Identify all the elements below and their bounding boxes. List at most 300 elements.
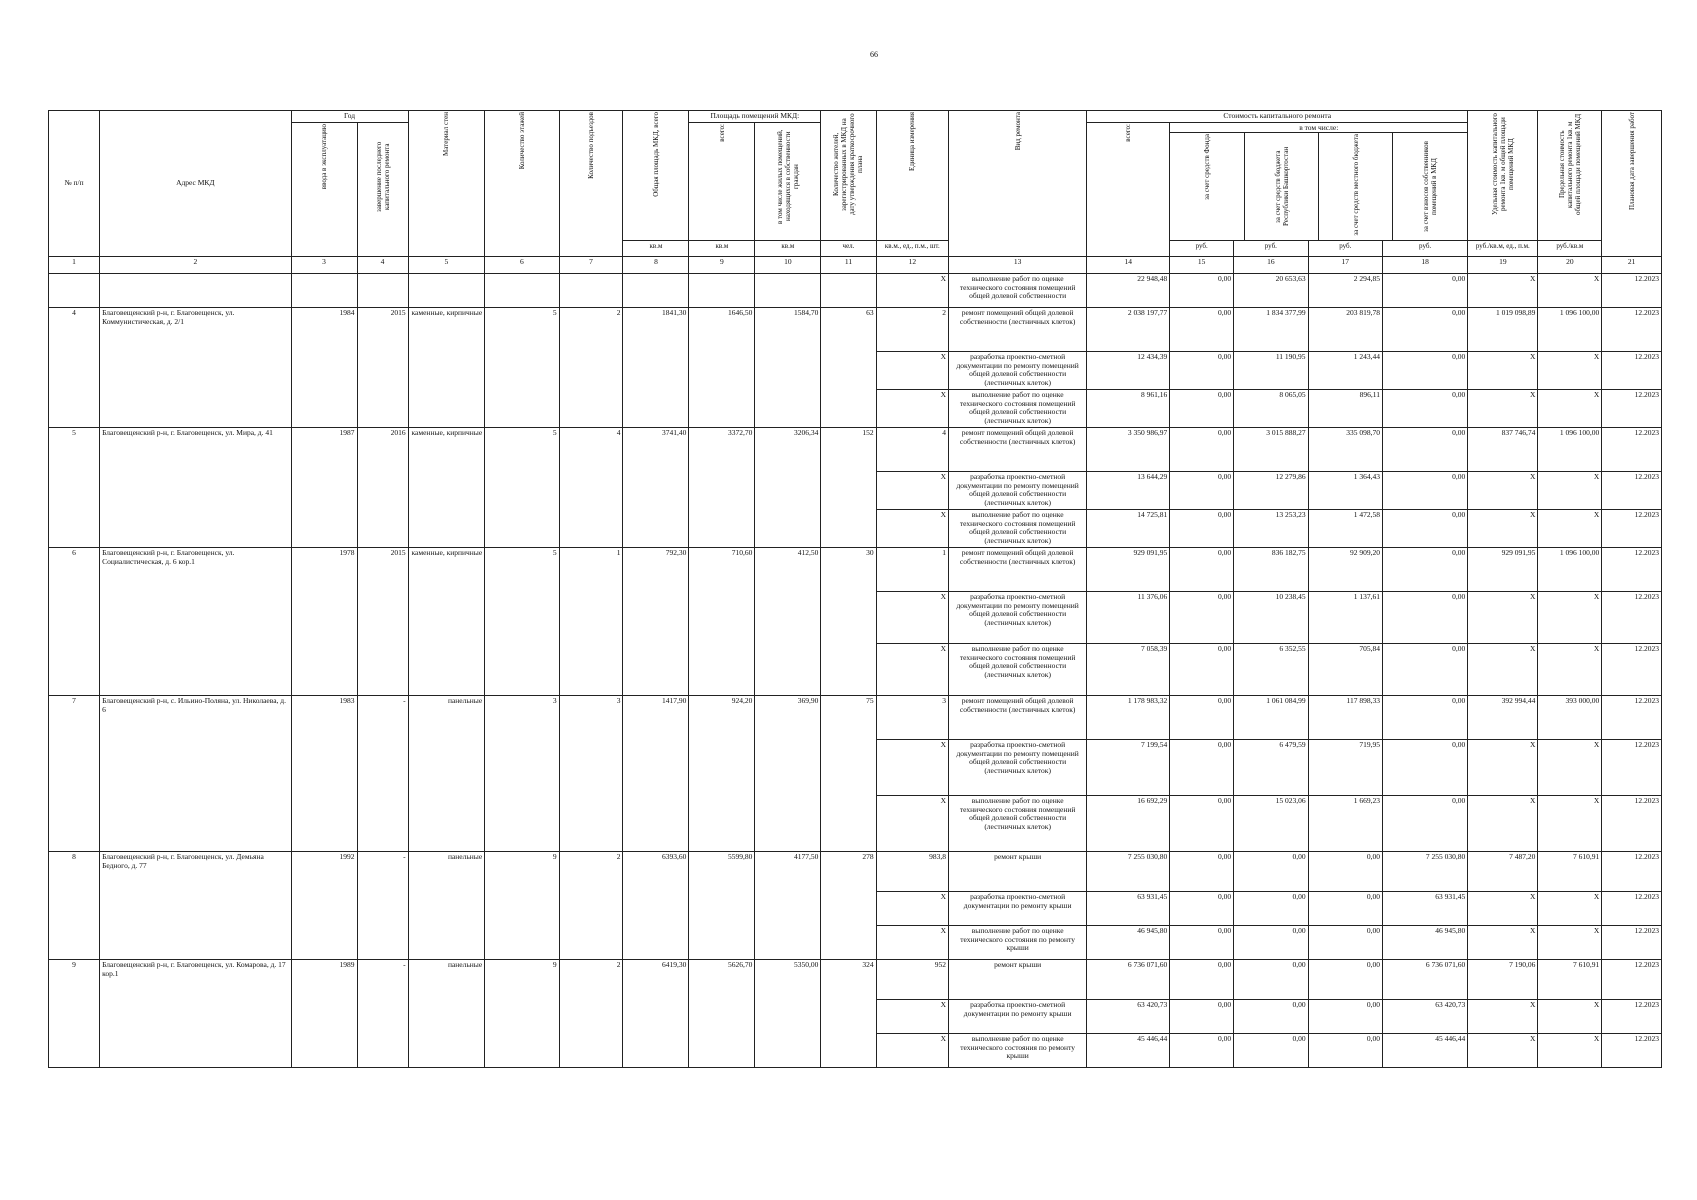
year-built-cell: 1992 xyxy=(291,852,357,960)
limit-cost-cell: 1 096 100,00 xyxy=(1538,308,1602,352)
table-row xyxy=(49,696,1662,740)
owners-cell: 46 945,80 xyxy=(1383,926,1468,960)
specific-cost-cell: X xyxy=(1468,926,1538,960)
limit-cost-cell: 1 096 100,00 xyxy=(1538,428,1602,472)
limit-cost-cell: X xyxy=(1538,390,1602,428)
owners-cell: 0,00 xyxy=(1383,274,1468,308)
owners-cell: 0,00 xyxy=(1383,428,1468,472)
rb-cell: 0,00 xyxy=(1234,1000,1308,1034)
col-floors-header: Количество этажей xyxy=(485,111,559,257)
specific-cost-cell: X xyxy=(1468,472,1538,510)
col-number: 11 xyxy=(821,257,876,274)
area-citizens-cell: 5350,00 xyxy=(755,960,821,1068)
residents-cell: 63 xyxy=(821,308,876,428)
carry-over-row xyxy=(49,274,1662,308)
fund-cell: 0,00 xyxy=(1170,1000,1234,1034)
local-cell: 1 472,58 xyxy=(1308,510,1382,548)
date-cell: 12.2023 xyxy=(1602,274,1662,308)
fund-cell: 0,00 xyxy=(1170,592,1234,644)
owners-cell: 6 736 071,60 xyxy=(1383,960,1468,1000)
col-number: 5 xyxy=(408,257,485,274)
col-year-built-header: ввода в эксплуатацию xyxy=(291,123,357,257)
local-cell: 0,00 xyxy=(1308,1000,1382,1034)
total-cell: 63 931,45 xyxy=(1087,892,1170,926)
col-unit-header: Единица измерения xyxy=(876,111,948,241)
specific-cost-cell: X xyxy=(1468,1000,1538,1034)
fund-cell: 0,00 xyxy=(1170,472,1234,510)
specific-cost-cell: 837 746,74 xyxy=(1468,428,1538,472)
year-built-cell: 1983 xyxy=(291,696,357,852)
specific-cost-cell: X xyxy=(1468,892,1538,926)
area-total-cell: 6419,30 xyxy=(623,960,689,1068)
col-number: 8 xyxy=(623,257,689,274)
specific-cost-cell: X xyxy=(1468,1034,1538,1068)
work-type-cell: выполнение работ по оценке технического состояния помещений общей долевой собственности (лестничных клеток) xyxy=(948,390,1086,428)
col-number: 10 xyxy=(755,257,821,274)
col-limit-cost-header: Предельная стоимость капитального ремонта 1кв. м общей площади помещений МКД xyxy=(1538,111,1602,241)
material-cell: панельные xyxy=(408,960,485,1068)
unit-cell: X xyxy=(876,274,948,308)
material-cell: каменные, кирпичные xyxy=(408,428,485,548)
work-type-cell: разработка проектно-сметной документации по ремонту помещений общей долевой собственности (лестничных клеток) xyxy=(948,592,1086,644)
date-cell: 12.2023 xyxy=(1602,696,1662,740)
limit-cost-cell: X xyxy=(1538,740,1602,796)
rb-cell: 15 023,06 xyxy=(1234,796,1308,852)
col-num-header: № п/п xyxy=(49,111,100,257)
year-group-header: Год xyxy=(291,111,408,123)
unit-cell: X xyxy=(876,1000,948,1034)
rb-cell: 8 065,05 xyxy=(1234,390,1308,428)
fund-cell: 0,00 xyxy=(1170,274,1234,308)
rb-cell: 0,00 xyxy=(1234,926,1308,960)
col-number: 18 xyxy=(1383,257,1468,274)
unit-label: руб. xyxy=(1383,241,1468,257)
column-number-row xyxy=(49,257,1662,274)
local-cell: 705,84 xyxy=(1308,644,1382,696)
fund-cell: 0,00 xyxy=(1170,852,1234,892)
work-type-cell: выполнение работ по оценке технического состояния по ремонту крыши xyxy=(948,1034,1086,1068)
col-year-repair-header: завершение последнего капитального ремонта xyxy=(357,123,408,257)
building-number-cell: 6 xyxy=(49,548,100,696)
col-number: 17 xyxy=(1308,257,1382,274)
unit-label: руб./кв.м xyxy=(1538,241,1602,257)
total-cell: 12 434,39 xyxy=(1087,352,1170,390)
local-cell: 203 819,78 xyxy=(1308,308,1382,352)
rb-cell: 6 352,55 xyxy=(1234,644,1308,696)
work-type-cell: выполнение работ по оценке технического состояния помещений общей долевой собственности xyxy=(948,274,1086,308)
area-all-cell: 5626,70 xyxy=(689,960,755,1068)
owners-cell: 0,00 xyxy=(1383,390,1468,428)
work-type-cell: разработка проектно-сметной документации по ремонту крыши xyxy=(948,892,1086,926)
area-total-cell: 1417,90 xyxy=(623,696,689,852)
col-number: 13 xyxy=(948,257,1086,274)
unit-label: кв.м., ед., п.м., шт. xyxy=(876,241,948,257)
owners-cell: 45 446,44 xyxy=(1383,1034,1468,1068)
col-number: 7 xyxy=(559,257,623,274)
material-cell: каменные, кирпичные xyxy=(408,548,485,696)
entrances-cell: 2 xyxy=(559,308,623,428)
rb-cell: 20 653,63 xyxy=(1234,274,1308,308)
area-all-cell: 5599,80 xyxy=(689,852,755,960)
rb-cell: 10 238,45 xyxy=(1234,592,1308,644)
entrances-cell: 3 xyxy=(559,696,623,852)
local-cell: 0,00 xyxy=(1308,926,1382,960)
unit-cell: X xyxy=(876,740,948,796)
limit-cost-cell: 393 000,00 xyxy=(1538,696,1602,740)
area-citizens-cell: 4177,50 xyxy=(755,852,821,960)
limit-cost-cell: 7 610,91 xyxy=(1538,852,1602,892)
limit-cost-cell: 1 096 100,00 xyxy=(1538,548,1602,592)
col-number: 15 xyxy=(1170,257,1234,274)
entrances-cell: 2 xyxy=(559,852,623,960)
specific-cost-cell: X xyxy=(1468,510,1538,548)
year-built-cell: 1984 xyxy=(291,308,357,428)
total-cell: 22 948,48 xyxy=(1087,274,1170,308)
col-owners-header: за счет взносов собственников помещений в МКД xyxy=(1422,141,1439,232)
entrances-cell: 1 xyxy=(559,548,623,696)
unit-cell: 2 xyxy=(876,308,948,352)
unit-cell: X xyxy=(876,390,948,428)
date-cell: 12.2023 xyxy=(1602,740,1662,796)
area-all-cell: 1646,50 xyxy=(689,308,755,428)
unit-cell: X xyxy=(876,510,948,548)
table-row xyxy=(49,308,1662,352)
unit-cell: X xyxy=(876,592,948,644)
area-all-cell: 3372,70 xyxy=(689,428,755,548)
work-type-cell: ремонт помещений общей долевой собственности (лестничных клеток) xyxy=(948,428,1086,472)
col-number: 1 xyxy=(49,257,100,274)
local-cell: 92 909,20 xyxy=(1308,548,1382,592)
col-number: 21 xyxy=(1602,257,1662,274)
area-total-cell: 792,30 xyxy=(623,548,689,696)
total-cell: 7 255 030,80 xyxy=(1087,852,1170,892)
area-total-cell: 1841,30 xyxy=(623,308,689,428)
specific-cost-cell: X xyxy=(1468,352,1538,390)
total-cell: 3 350 986,97 xyxy=(1087,428,1170,472)
local-cell: 0,00 xyxy=(1308,960,1382,1000)
year-repair-cell: - xyxy=(357,852,408,960)
rb-cell: 0,00 xyxy=(1234,892,1308,926)
date-cell: 12.2023 xyxy=(1602,308,1662,352)
unit-cell: X xyxy=(876,644,948,696)
work-type-cell: выполнение работ по оценке технического состояния помещений общей долевой собственности (лестничных клеток) xyxy=(948,644,1086,696)
fund-cell: 0,00 xyxy=(1170,510,1234,548)
floors-cell: 5 xyxy=(485,308,559,428)
work-type-cell: выполнение работ по оценке технического состояния по ремонту крыши xyxy=(948,926,1086,960)
building-number-cell: 7 xyxy=(49,696,100,852)
address-cell: Благовещенский р-н, г. Благовещенск, ул. Мира, д. 41 xyxy=(100,428,292,548)
col-rb-header: за счет средств бюджета Республики Башкортостан xyxy=(1245,133,1319,240)
date-cell: 12.2023 xyxy=(1602,960,1662,1000)
local-cell: 0,00 xyxy=(1308,1034,1382,1068)
work-type-cell: разработка проектно-сметной документации по ремонту помещений общей долевой собственности (лестничных клеток) xyxy=(948,472,1086,510)
floors-cell: 5 xyxy=(485,428,559,548)
rb-cell: 3 015 888,27 xyxy=(1234,428,1308,472)
unit-cell: X xyxy=(876,926,948,960)
total-cell: 13 644,29 xyxy=(1087,472,1170,510)
area-citizens-cell: 412,50 xyxy=(755,548,821,696)
building-number-cell: 5 xyxy=(49,428,100,548)
col-number: 12 xyxy=(876,257,948,274)
col-area-all-header: всего: xyxy=(689,123,755,241)
residents-cell: 324 xyxy=(821,960,876,1068)
fund-cell: 0,00 xyxy=(1170,926,1234,960)
unit-cell: X xyxy=(876,472,948,510)
date-cell: 12.2023 xyxy=(1602,644,1662,696)
specific-cost-cell: X xyxy=(1468,390,1538,428)
fund-cell: 0,00 xyxy=(1170,696,1234,740)
work-type-cell: ремонт помещений общей долевой собственности (лестничных клеток) xyxy=(948,308,1086,352)
fund-cell: 0,00 xyxy=(1170,644,1234,696)
material-cell: панельные xyxy=(408,696,485,852)
date-cell: 12.2023 xyxy=(1602,472,1662,510)
total-cell: 16 692,29 xyxy=(1087,796,1170,852)
local-cell: 896,11 xyxy=(1308,390,1382,428)
limit-cost-cell: X xyxy=(1538,926,1602,960)
specific-cost-cell: X xyxy=(1468,740,1538,796)
rb-cell: 0,00 xyxy=(1234,852,1308,892)
fund-cell: 0,00 xyxy=(1170,1034,1234,1068)
date-cell: 12.2023 xyxy=(1602,852,1662,892)
col-number: 14 xyxy=(1087,257,1170,274)
col-fund-header: за счет средств Фонда xyxy=(1170,133,1244,240)
owners-cell: 0,00 xyxy=(1383,548,1468,592)
fund-cell: 0,00 xyxy=(1170,428,1234,472)
work-type-cell: выполнение работ по оценке технического состояния помещений общей долевой собственности (лестничных клеток) xyxy=(948,796,1086,852)
specific-cost-cell: X xyxy=(1468,644,1538,696)
limit-cost-cell: X xyxy=(1538,796,1602,852)
date-cell: 12.2023 xyxy=(1602,892,1662,926)
total-cell: 7 058,39 xyxy=(1087,644,1170,696)
specific-cost-cell: X xyxy=(1468,592,1538,644)
year-repair-cell: 2015 xyxy=(357,548,408,696)
table-header xyxy=(49,111,1662,274)
rb-cell: 12 279,86 xyxy=(1234,472,1308,510)
unit-cell: X xyxy=(876,352,948,390)
area-total-cell: 3741,40 xyxy=(623,428,689,548)
fund-cell: 0,00 xyxy=(1170,960,1234,1000)
date-cell: 12.2023 xyxy=(1602,1000,1662,1034)
total-cell: 7 199,54 xyxy=(1087,740,1170,796)
table-row xyxy=(49,548,1662,592)
limit-cost-cell: X xyxy=(1538,592,1602,644)
fund-cell: 0,00 xyxy=(1170,892,1234,926)
building-number-cell: 8 xyxy=(49,852,100,960)
year-built-cell: 1978 xyxy=(291,548,357,696)
incl-subgroup xyxy=(1170,123,1468,241)
total-cell: 45 446,44 xyxy=(1087,1034,1170,1068)
local-cell: 0,00 xyxy=(1308,852,1382,892)
owners-cell: 63 420,73 xyxy=(1383,1000,1468,1034)
repair-plan-table xyxy=(48,110,1662,1068)
local-cell: 1 669,23 xyxy=(1308,796,1382,852)
owners-cell: 0,00 xyxy=(1383,472,1468,510)
fund-cell: 0,00 xyxy=(1170,352,1234,390)
col-material-header: Материал стен xyxy=(408,111,485,257)
rb-cell: 1 061 084,99 xyxy=(1234,696,1308,740)
building-number-cell: 4 xyxy=(49,308,100,428)
unit-cell: 4 xyxy=(876,428,948,472)
col-total-header: всего: xyxy=(1087,123,1170,257)
col-number: 16 xyxy=(1234,257,1308,274)
date-cell: 12.2023 xyxy=(1602,390,1662,428)
fund-cell: 0,00 xyxy=(1170,548,1234,592)
area-all-cell: 710,60 xyxy=(689,548,755,696)
owners-cell: 0,00 xyxy=(1383,796,1468,852)
owners-cell: 0,00 xyxy=(1383,352,1468,390)
local-cell: 1 137,61 xyxy=(1308,592,1382,644)
work-type-cell: ремонт крыши xyxy=(948,852,1086,892)
unit-cell: 1 xyxy=(876,548,948,592)
address-cell: Благовещенский р-н, с. Ильино-Поляна, ул. Николаева, д. 6 xyxy=(100,696,292,852)
specific-cost-cell: 392 994,44 xyxy=(1468,696,1538,740)
col-area-total-header: Общая площадь МКД, всего xyxy=(623,111,689,241)
rb-cell: 13 253,23 xyxy=(1234,510,1308,548)
area-citizens-cell: 369,90 xyxy=(755,696,821,852)
specific-cost-cell: 7 487,20 xyxy=(1468,852,1538,892)
local-cell: 719,95 xyxy=(1308,740,1382,796)
limit-cost-cell: X xyxy=(1538,352,1602,390)
specific-cost-cell: 1 019 098,89 xyxy=(1468,308,1538,352)
unit-cell: X xyxy=(876,892,948,926)
col-date-header: Плановая дата завершения работ xyxy=(1602,111,1662,257)
local-cell: 2 294,85 xyxy=(1308,274,1382,308)
total-cell: 2 038 197,77 xyxy=(1087,308,1170,352)
area-total-cell: 6393,60 xyxy=(623,852,689,960)
limit-cost-cell: 7 610,91 xyxy=(1538,960,1602,1000)
area-citizens-cell: 1584,70 xyxy=(755,308,821,428)
work-type-cell: выполнение работ по оценке технического состояния помещений общей долевой собственности (лестничных клеток) xyxy=(948,510,1086,548)
date-cell: 12.2023 xyxy=(1602,548,1662,592)
unit-cell: 952 xyxy=(876,960,948,1000)
specific-cost-cell: X xyxy=(1468,274,1538,308)
page-number: 66 xyxy=(870,50,878,59)
total-cell: 46 945,80 xyxy=(1087,926,1170,960)
building-number-cell: 9 xyxy=(49,960,100,1068)
col-address-header: Адрес МКД xyxy=(100,111,292,257)
col-number: 3 xyxy=(291,257,357,274)
date-cell: 12.2023 xyxy=(1602,926,1662,960)
rb-cell: 1 834 377,99 xyxy=(1234,308,1308,352)
table-row xyxy=(49,960,1662,1000)
col-number: 20 xyxy=(1538,257,1602,274)
area-group-header: Площадь помещений МКД: xyxy=(689,111,821,123)
owners-cell: 0,00 xyxy=(1383,592,1468,644)
year-repair-cell: 2015 xyxy=(357,308,408,428)
col-number: 9 xyxy=(689,257,755,274)
unit-label: руб. xyxy=(1308,241,1382,257)
table-body xyxy=(49,274,1662,1068)
total-cell: 11 376,06 xyxy=(1087,592,1170,644)
unit-label: кв.м xyxy=(623,241,689,257)
residents-cell: 278 xyxy=(821,852,876,960)
material-cell: панельные xyxy=(408,852,485,960)
col-local-header: за счет средств местного бюджета xyxy=(1319,133,1393,240)
entrances-cell: 4 xyxy=(559,428,623,548)
unit-label: кв.м xyxy=(755,241,821,257)
year-built-cell: 1987 xyxy=(291,428,357,548)
work-type-cell: ремонт крыши xyxy=(948,960,1086,1000)
unit-cell: X xyxy=(876,1034,948,1068)
material-cell: каменные, кирпичные xyxy=(408,308,485,428)
residents-cell: 75 xyxy=(821,696,876,852)
year-repair-cell: 2016 xyxy=(357,428,408,548)
fund-cell: 0,00 xyxy=(1170,740,1234,796)
unit-label: руб. xyxy=(1170,241,1234,257)
work-type-cell: разработка проектно-сметной документации по ремонту помещений общей долевой собственности (лестничных клеток) xyxy=(948,740,1086,796)
col-work-header: Вид ремонта xyxy=(948,111,1086,257)
col-residents-header: Количество жителей, зарегистрированных в МКД на дату утверждения краткосрочного плана xyxy=(821,111,876,241)
specific-cost-cell: 929 091,95 xyxy=(1468,548,1538,592)
floors-cell: 5 xyxy=(485,548,559,696)
area-all-cell: 924,20 xyxy=(689,696,755,852)
owners-cell: 0,00 xyxy=(1383,696,1468,740)
floors-cell: 9 xyxy=(485,960,559,1068)
limit-cost-cell: X xyxy=(1538,1000,1602,1034)
limit-cost-cell: X xyxy=(1538,472,1602,510)
local-cell: 1 364,43 xyxy=(1308,472,1382,510)
unit-cell: 983,8 xyxy=(876,852,948,892)
address-cell: Благовещенский р-н, г. Благовещенск, ул. Комарова, д. 17 кор.1 xyxy=(100,960,292,1068)
residents-cell: 152 xyxy=(821,428,876,548)
specific-cost-cell: X xyxy=(1468,796,1538,852)
date-cell: 12.2023 xyxy=(1602,796,1662,852)
limit-cost-cell: X xyxy=(1538,1034,1602,1068)
unit-label: руб. xyxy=(1234,241,1308,257)
year-built-cell: 1989 xyxy=(291,960,357,1068)
limit-cost-cell: X xyxy=(1538,644,1602,696)
work-type-cell: ремонт помещений общей долевой собственности (лестничных клеток) xyxy=(948,696,1086,740)
fund-cell: 0,00 xyxy=(1170,796,1234,852)
col-entrances-header: Количество подъездов xyxy=(559,111,623,257)
local-cell: 0,00 xyxy=(1308,892,1382,926)
local-cell: 1 243,44 xyxy=(1308,352,1382,390)
col-number: 6 xyxy=(485,257,559,274)
rb-cell: 6 479,59 xyxy=(1234,740,1308,796)
date-cell: 12.2023 xyxy=(1602,352,1662,390)
specific-cost-cell: 7 190,06 xyxy=(1468,960,1538,1000)
limit-cost-cell: X xyxy=(1538,274,1602,308)
address-cell: Благовещенский р-н, г. Благовещенск, ул. Социалистическая, д. 6 кор.1 xyxy=(100,548,292,696)
owners-cell: 0,00 xyxy=(1383,510,1468,548)
owners-cell: 0,00 xyxy=(1383,644,1468,696)
unit-label: руб./кв.м, ед., п.м. xyxy=(1468,241,1538,257)
unit-cell: X xyxy=(876,796,948,852)
rb-cell: 836 182,75 xyxy=(1234,548,1308,592)
owners-cell: 0,00 xyxy=(1383,740,1468,796)
local-cell: 335 098,70 xyxy=(1308,428,1382,472)
fund-cell: 0,00 xyxy=(1170,390,1234,428)
total-cell: 6 736 071,60 xyxy=(1087,960,1170,1000)
area-citizens-cell: 3206,34 xyxy=(755,428,821,548)
total-cell: 14 725,81 xyxy=(1087,510,1170,548)
col-number: 2 xyxy=(100,257,292,274)
work-type-cell: разработка проектно-сметной документации по ремонту помещений общей долевой собственности (лестничных клеток) xyxy=(948,352,1086,390)
rb-cell: 11 190,95 xyxy=(1234,352,1308,390)
unit-cell: 3 xyxy=(876,696,948,740)
date-cell: 12.2023 xyxy=(1602,428,1662,472)
entrances-cell: 2 xyxy=(559,960,623,1068)
total-cell: 929 091,95 xyxy=(1087,548,1170,592)
address-cell: Благовещенский р-н, г. Благовещенск, ул. Коммунистическая, д. 2/1 xyxy=(100,308,292,428)
unit-label: чел. xyxy=(821,241,876,257)
cost-group-header: Стоимость капитального ремонта xyxy=(1087,111,1468,123)
limit-cost-cell: X xyxy=(1538,510,1602,548)
col-number: 4 xyxy=(357,257,408,274)
address-cell: Благовещенский р-н, г. Благовещенск, ул. Демьяна Бедного, д. 77 xyxy=(100,852,292,960)
total-cell: 1 178 983,32 xyxy=(1087,696,1170,740)
date-cell: 12.2023 xyxy=(1602,1034,1662,1068)
